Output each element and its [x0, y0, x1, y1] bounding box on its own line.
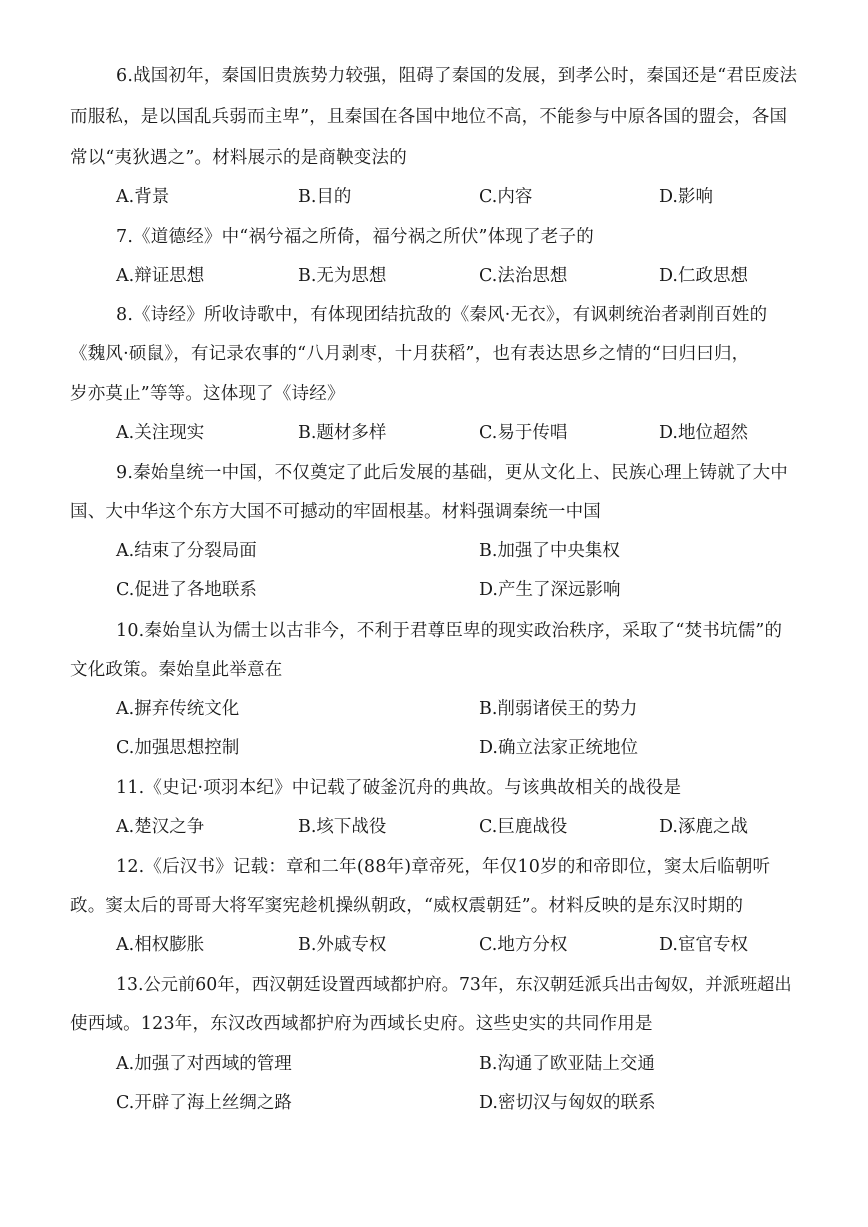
question-6-stem-line-3: 常以“夷狄遇之”。材料展示的是商鞅变法的	[70, 148, 407, 168]
question-8-stem-line-2: 《魏风·硕鼠》，有记录农事的“八月剥枣，十月获稻”，也有表达思乡之情的“曰归曰归，	[70, 344, 750, 364]
question-10-stem-line-1: 10.秦始皇认为儒士以古非今，不利于君尊臣卑的现实政治秩序，采取了“焚书坑儒”的	[116, 621, 783, 641]
question-9-option-a: A.结束了分裂局面	[116, 541, 257, 561]
question-9-option-c: C.促进了各地联系	[116, 580, 257, 600]
question-11-stem-line-1: 11.《史记·项羽本纪》中记载了破釜沉舟的典故。与该典故相关的战役是	[116, 778, 682, 798]
question-13-option-c: C.开辟了海上丝绸之路	[116, 1093, 292, 1113]
question-6-option-d: D.影响	[659, 187, 713, 207]
question-7-stem-line-1: 7.《道德经》中“祸兮福之所倚，福兮祸之所伏”体现了老子的	[116, 227, 594, 247]
question-10-option-b: B.削弱诸侯王的势力	[479, 699, 638, 719]
question-8-stem-line-3: 岁亦莫止”等等。这体现了《诗经》	[70, 384, 345, 404]
question-9-stem-line-2: 国、大中华这个东方大国不可撼动的牢固根基。材料强调秦统一中国	[70, 502, 601, 522]
question-13-option-d: D.密切汉与匈奴的联系	[479, 1093, 656, 1113]
question-12-stem-line-1: 12.《后汉书》记载：章和二年(88年)章帝死，年仅10岁的和帝即位，窦太后临朝听	[116, 857, 771, 877]
question-12-option-a: A.相权膨胀	[116, 935, 205, 955]
question-6-stem-line-2: 而服私，是以国乱兵弱而主卑”，且秦国在各国中地位不高，不能参与中原各国的盟会，各国	[70, 107, 788, 127]
question-6-option-c: C.内容	[479, 187, 533, 207]
question-7-option-c: C.法治思想	[479, 266, 568, 286]
question-10-option-a: A.摒弃传统文化	[116, 699, 240, 719]
question-11-option-b: B.垓下战役	[298, 817, 387, 837]
question-12-option-c: C.地方分权	[479, 935, 568, 955]
question-8-stem-line-1: 8.《诗经》所收诗歌中，有体现团结抗敌的《秦风·无衣》，有讽刺统治者剥削百姓的	[116, 305, 768, 325]
question-6-option-b: B.目的	[298, 187, 352, 207]
question-9-option-d: D.产生了深远影响	[479, 580, 621, 600]
question-6-stem-line-1: 6.战国初年，秦国旧贵族势力较强，阻碍了秦国的发展，到孝公时，秦国还是“君臣废法	[116, 66, 798, 86]
question-8-option-d: D.地位超然	[659, 423, 748, 443]
question-10-stem-line-2: 文化政策。秦始皇此举意在	[70, 660, 283, 680]
question-12-option-d: D.宦官专权	[659, 935, 748, 955]
question-9-stem-line-1: 9.秦始皇统一中国，不仅奠定了此后发展的基础，更从文化上、民族心理上铸就了大中	[116, 463, 788, 483]
question-12-stem-line-2: 政。窦太后的哥哥大将军窦宪趁机操纵朝政，“威权震朝廷”。材料反映的是东汉时期的	[70, 896, 744, 916]
question-13-stem-line-1: 13.公元前60年，西汉朝廷设置西域都护府。73年，东汉朝廷派兵出击匈奴，并派班超出	[116, 975, 792, 995]
question-13-stem-line-2: 使西域。123年，东汉改西域都护府为西域长史府。这些史实的共同作用是	[70, 1014, 653, 1034]
question-7-option-a: A.辩证思想	[116, 266, 205, 286]
question-11-option-a: A.楚汉之争	[116, 817, 205, 837]
question-13-option-b: B.沟通了欧亚陆上交通	[479, 1054, 655, 1074]
question-8-option-a: A.关注现实	[116, 423, 205, 443]
question-11-option-c: C.巨鹿战役	[479, 817, 568, 837]
question-9-option-b: B.加强了中央集权	[479, 541, 620, 561]
question-10-option-c: C.加强思想控制	[116, 738, 240, 758]
question-11-option-d: D.涿鹿之战	[659, 817, 748, 837]
question-7-option-d: D.仁政思想	[659, 266, 748, 286]
question-8-option-c: C.易于传唱	[479, 423, 568, 443]
question-12-option-b: B.外戚专权	[298, 935, 387, 955]
question-13-option-a: A.加强了对西域的管理	[116, 1054, 292, 1074]
question-10-option-d: D.确立法家正统地位	[479, 738, 638, 758]
question-6-option-a: A.背景	[116, 187, 170, 207]
question-8-option-b: B.题材多样	[298, 423, 387, 443]
question-7-option-b: B.无为思想	[298, 266, 387, 286]
